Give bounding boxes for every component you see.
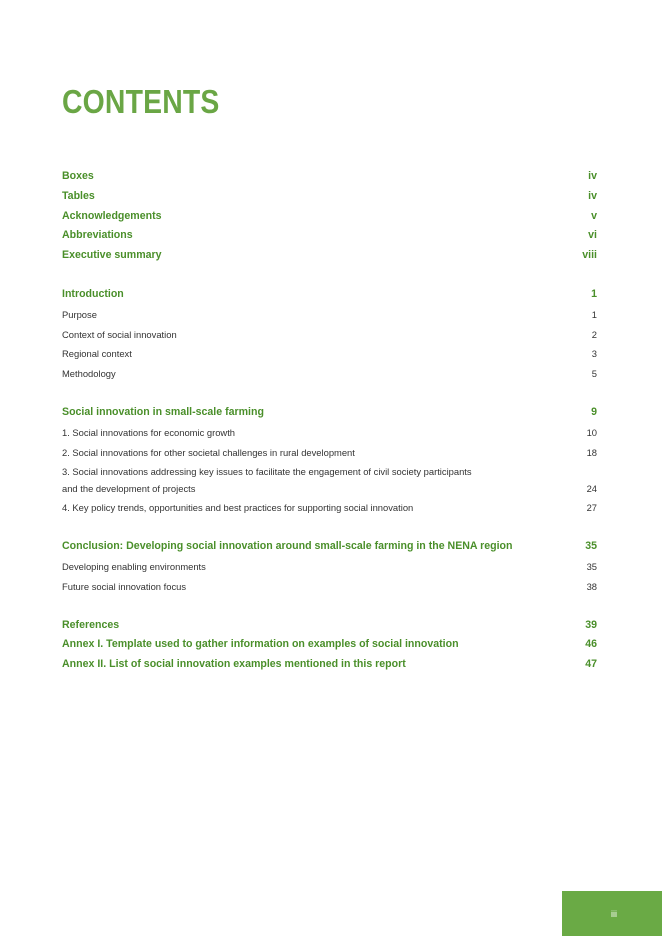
toc-entry-label: Tables: [62, 189, 95, 202]
toc-entry-label: 1. Social innovations for economic growth: [62, 426, 236, 438]
table-of-contents: [62, 167, 597, 694]
toc-entry-abbreviations[interactable]: [62, 226, 597, 246]
toc-entry-tables[interactable]: [62, 187, 597, 207]
toc-entry-page: iv: [588, 170, 597, 182]
toc-entry-page: 5: [591, 368, 597, 380]
toc-entry-page: iv: [588, 189, 597, 202]
toc-entry-page: 35: [586, 560, 597, 572]
toc-entry-enabling-environments[interactable]: [62, 557, 597, 577]
toc-entry-boxes[interactable]: [62, 167, 597, 187]
toc-entry-label: Developing enabling environments: [62, 560, 206, 572]
toc-entry-page: 1: [591, 308, 597, 320]
toc-entry-label: Conclusion: Developing social innovation around small-scale farming in the NENA region: [62, 540, 513, 553]
toc-entry-label: Executive summary: [62, 249, 162, 262]
toc-section-introduction: [62, 285, 597, 384]
toc-entry-page: v: [591, 209, 597, 222]
toc-entry-references[interactable]: [62, 616, 597, 636]
toc-entry-page: 3: [591, 348, 597, 360]
toc-entry-economic-growth[interactable]: [62, 423, 597, 443]
toc-entry-executive-summary[interactable]: [62, 246, 597, 266]
toc-entry-label: Purpose: [62, 308, 97, 320]
toc-entry-label: 4. Key policy trends, opportunities and best practices for supporting social innovation: [62, 502, 414, 514]
page-number-folio: iii: [562, 891, 662, 936]
toc-entry-page: 39: [585, 618, 597, 631]
toc-entry-page: 35: [585, 540, 597, 553]
page-title: CONTENTS: [62, 83, 220, 120]
toc-entry-page: 27: [586, 502, 597, 514]
toc-entry-page: 10: [586, 426, 597, 438]
toc-entry-label: Abbreviations: [62, 229, 133, 242]
toc-entry-methodology[interactable]: [62, 364, 597, 384]
toc-section-conclusion: [62, 537, 597, 596]
toc-entry-label: Boxes: [62, 170, 94, 182]
toc-entry-page: vi: [588, 229, 597, 242]
toc-entry-label: Annex II. List of social innovation examples mentioned in this report: [62, 658, 406, 671]
toc-entry-label: Context of social innovation: [62, 328, 177, 340]
toc-section-social-innovation: [62, 403, 597, 518]
toc-entry-label: 2. Social innovations for other societal challenges in rural development: [62, 446, 355, 458]
toc-entry-future-focus[interactable]: [62, 577, 597, 597]
toc-entry-page: 1: [591, 287, 597, 300]
toc-entry-label: Introduction: [62, 287, 124, 300]
toc-entry-annex-1[interactable]: [62, 635, 597, 655]
toc-entry-purpose[interactable]: [62, 305, 597, 325]
toc-entry-label: Annex I. Template used to gather information on examples of social innovation: [62, 638, 459, 651]
toc-entry-page: viii: [582, 249, 597, 262]
toc-entry-regional-context[interactable]: [62, 344, 597, 364]
toc-front-matter: [62, 167, 597, 266]
toc-heading-social-innovation[interactable]: [62, 403, 597, 423]
toc-entry-label: Methodology: [62, 368, 116, 380]
toc-entry-label: 3. Social innovations addressing key issues to facilitate the engagement of civil society participants and the development of projects: [62, 466, 472, 495]
toc-entry-annex-2[interactable]: [62, 655, 597, 675]
toc-entry-civil-society[interactable]: [62, 462, 597, 498]
toc-back-matter: [62, 616, 597, 675]
toc-heading-introduction[interactable]: [62, 285, 597, 305]
toc-entry-label: Regional context: [62, 348, 132, 360]
toc-entry-label: References: [62, 618, 120, 631]
toc-heading-conclusion[interactable]: [62, 537, 597, 557]
toc-entry-label: Acknowledgements: [62, 209, 162, 222]
toc-entry-page: 46: [585, 638, 597, 651]
toc-entry-societal-challenges[interactable]: [62, 443, 597, 463]
toc-entry-page: 9: [591, 405, 597, 418]
toc-entry-label: Social innovation in small-scale farming: [62, 405, 264, 418]
toc-entry-policy-trends[interactable]: [62, 498, 597, 518]
toc-entry-page: 24: [586, 483, 597, 495]
toc-entry-acknowledgements[interactable]: [62, 207, 597, 227]
toc-entry-page: 2: [591, 328, 597, 340]
toc-entry-page: 47: [585, 658, 597, 671]
toc-entry-label: Future social innovation focus: [62, 580, 187, 592]
toc-entry-page: 38: [586, 580, 597, 592]
toc-entry-context[interactable]: [62, 325, 597, 345]
toc-entry-page: 18: [586, 446, 597, 458]
